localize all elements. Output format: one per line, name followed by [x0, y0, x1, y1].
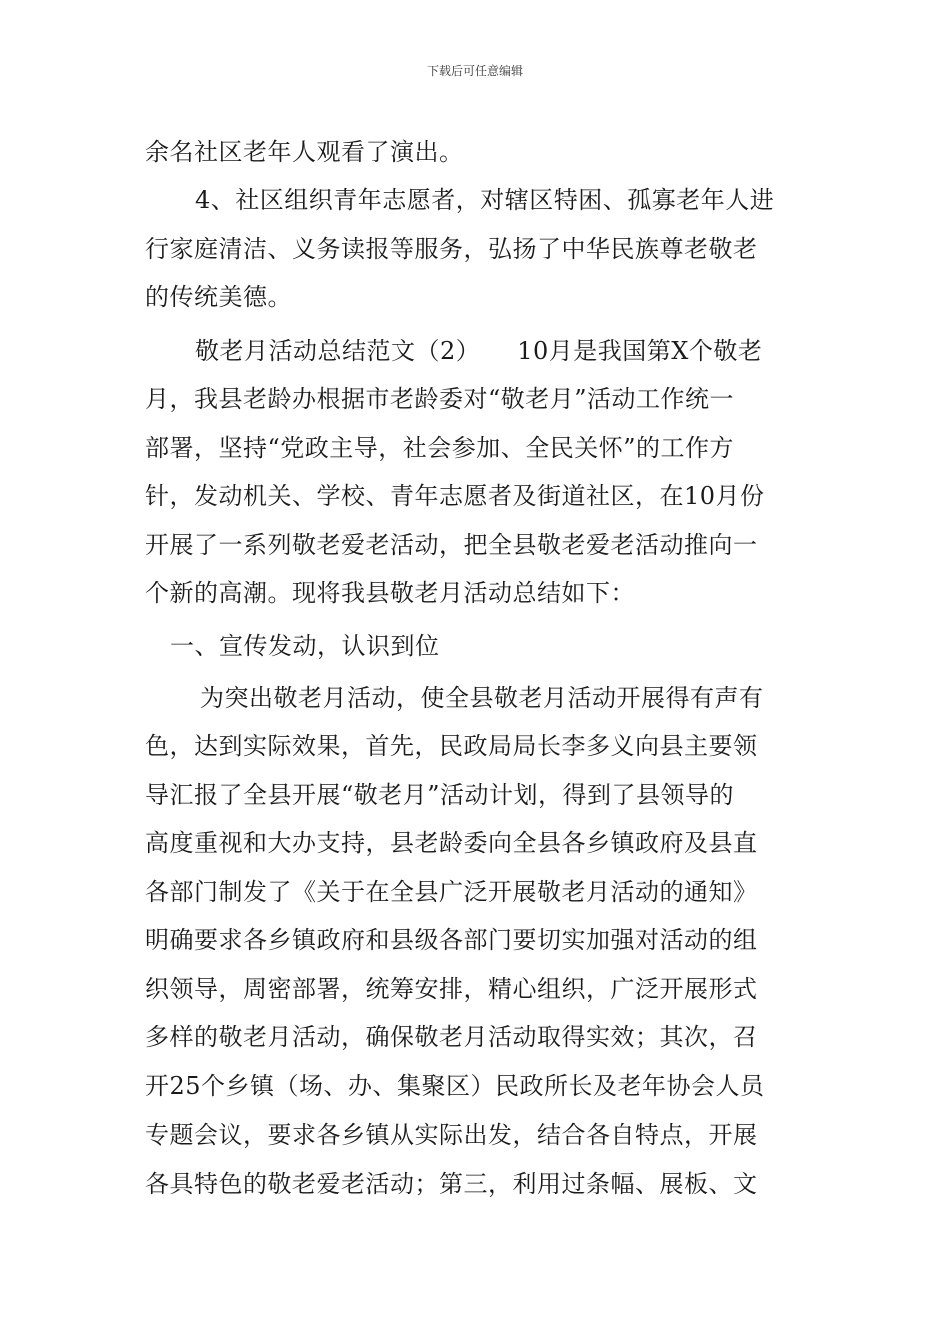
- text-line: 4、社区组织青年志愿者，对辖区特困、孤寡老年人进: [195, 186, 775, 214]
- text-line: 个新的高潮。现将我县敬老月活动总结如下：: [145, 579, 635, 607]
- section-heading: 一、宣传发动，认识到位: [170, 632, 440, 660]
- text-line: 针，发动机关、学校、青年志愿者及街道社区，在10月份: [145, 482, 765, 510]
- text-line: 开展了一系列敬老爱老活动，把全县敬老爱老活动推向一: [145, 531, 758, 559]
- text-line: 敬老月活动总结范文（2） 10月是我国第X个敬老: [195, 337, 763, 365]
- text-line: 明确要求各乡镇政府和县级各部门要切实加强对活动的组: [145, 926, 758, 954]
- text-line: 余名社区老年人观看了演出。: [145, 138, 464, 166]
- page-header: 下载后可任意编辑: [426, 64, 523, 78]
- text-line: 各部门制发了《关于在全县广泛开展敬老月活动的通知》: [145, 878, 758, 906]
- text-line: 为突出敬老月活动，使全县敬老月活动开展得有声有: [200, 684, 764, 712]
- text-line: 行家庭清洁、义务读报等服务，弘扬了中华民族尊老敬老: [145, 235, 758, 263]
- text-line: 专题会议，要求各乡镇从实际出发，结合各自特点，开展: [145, 1121, 758, 1149]
- text-line: 色，达到实际效果，首先，民政局局长李多义向县主要领: [145, 732, 758, 760]
- text-line: 各具特色的敬老爱老活动；第三，利用过条幅、展板、文: [145, 1170, 758, 1198]
- text-line: 高度重视和大办支持，县老龄委向全县各乡镇政府及县直: [145, 829, 758, 857]
- text-line: 导汇报了全县开展“敬老月”活动计划，得到了县领导的: [145, 781, 735, 809]
- text-line: 的传统美德。: [145, 283, 292, 311]
- text-line: 月，我县老龄办根据市老龄委对“敬老月”活动工作统一: [145, 385, 735, 413]
- text-line: 多样的敬老月活动，确保敬老月活动取得实效；其次，召: [145, 1023, 758, 1051]
- text-line: 织领导，周密部署，统筹安排，精心组织，广泛开展形式: [145, 975, 758, 1003]
- text-line: 部署，坚持“党政主导，社会参加、全民关怀”的工作方: [145, 434, 735, 462]
- text-line: 开25个乡镇（场、办、集聚区）民政所长及老年协会人员: [145, 1072, 765, 1100]
